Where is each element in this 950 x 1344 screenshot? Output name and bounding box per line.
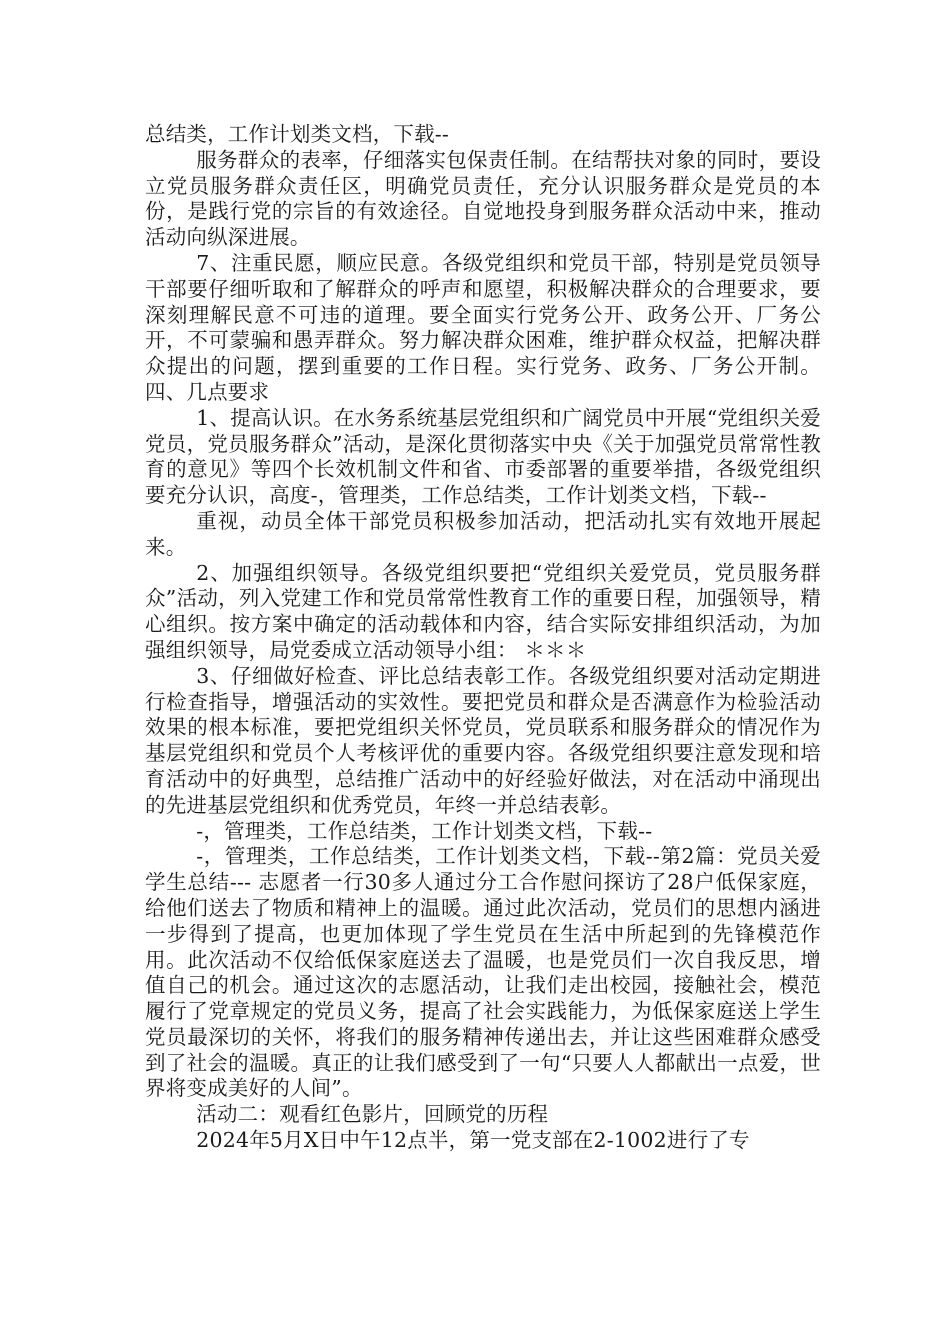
paragraph-10: 活动二：观看红色影片，回顾党的历程 (196, 1102, 549, 1127)
document-page (145, 122, 821, 1154)
paragraph-1: 总结类，工作计划类文档，下载-- (145, 122, 450, 146)
paragraph-11: 2024年5月X日中午12点半，第一党支部在2-1002进行了专 (196, 1128, 750, 1153)
paragraph-7: 3、仔细做好检查、评比总结表彰工作。各级党组织要对活动定期进行检查指导，增强活动的实效性。要把党员和群众是否满意作为检验活动效果的根本标准，要把党组织关怀党员，党员联系和服务群众的情况作为基层党组织和党员个人考核评优的重要内容。各级党组织要注意发现和培育活动中的好典型，总结推广活动中的好经验好做法，对在活动中涌现出的先进基层党组织和优秀党员，年终一并总结表彰。 (145, 663, 821, 817)
paragraph-9: -，管理类，工作总结类，工作计划类文档，下载--第2篇：党员关爱学生总结--- 志愿者一行30多人通过分工合作慰问探访了28户低保家庭，给他们送去了物质和精神上的温暖。通过此次活动，党员们的思想内涵进一步得到了提高，也更加体现了学生党员在生活中所起到的先锋模范作用。此次活动不仅给低保家庭送去了温暖，也是党员们一次自我反思，增值自己的机会。通过这次的志愿活动，让我们走出校园，接触社会，模范履行了党章规定的党员义务，提高了社会实践能力，为低保家庭送上学生党员最深切的关怀，将我们的服务精神传递出去，并让这些困难群众感受到了社会的温暖。真正的让我们感受到了一句“只要人人都献出一点爱，世界将变成美好的人间”。 (145, 844, 821, 1101)
paragraph-5: 重视，动员全体干部党员积极参加活动，把活动扎实有效地开展起来。 (145, 508, 821, 559)
paragraph-6: 2、加强组织领导。各级党组织要把“党组织关爱党员，党员服务群众”活动，列入党建工作和党员常常性教育工作的重要日程，加强领导，精心组织。按方案中确定的活动载体和内容，结合实际安排组织活动，为加强组织领导，局党委成立活动领导小组： ＊＊＊ (145, 560, 821, 662)
paragraph-3: 7、注重民愿，顺应民意。各级党组织和党员干部，特别是党员领导干部要仔细听取和了解群众的呼声和愿望，积极解决群众的合理要求，要深刻理解民意不可违的道理。要全面实行党务公开、政务公开、厂务公开，不可蒙骗和愚弄群众。努力解决群众困难，维护群众权益，把解决群众提出的问题，摆到重要的工作日程。实行党务、政务、厂务公开制。 四、几点要求 (145, 250, 821, 404)
paragraph-8: -，管理类，工作总结类，工作计划类文档，下载-- (196, 818, 653, 843)
paragraph-2: 服务群众的表率，仔细落实包保责任制。在结帮扶对象的同时，要设立党员服务群众责任区，明确党员责任，充分认识服务群众是党员的本份，是践行党的宗旨的有效途径。自觉地投身到服务群众活动中来，推动活动向纵深进展。 (145, 147, 821, 250)
paragraph-4: 1、提高认识。在水务系统基层党组织和广阔党员中开展“党组织关爱党员，党员服务群众”活动，是深化贯彻落实中央《关于加强党员常常性教育的意见》等四个长效机制文件和省、市委部署的重要举措，各级党组织要充分认识，高度-，管理类，工作总结类，工作计划类文档，下载-- (145, 405, 821, 508)
